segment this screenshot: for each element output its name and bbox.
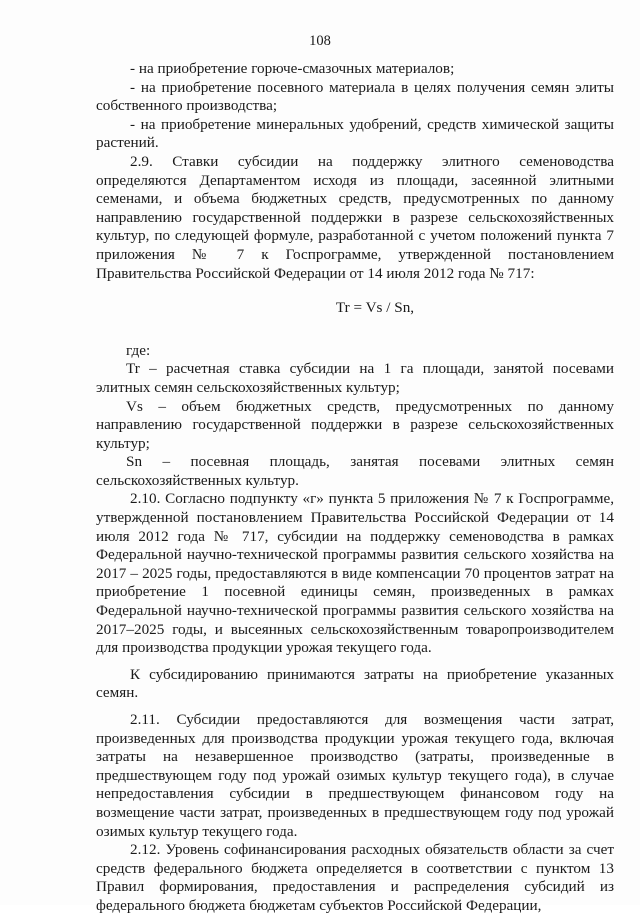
definition-sn: Sn – посевная площадь, занятая посевами элитных семян сельскохозяйственных культур. <box>96 453 614 489</box>
paragraph-2-10: 2.10. Согласно подпункту «г» пункта 5 приложения № 7 к Госпрограмме, утвержденной постановлением Правительства Российской Федерации от 14 июля 2012 года № 717, субсидии на поддержку семеноводства в рамках Федеральной научно-технической программы развития сельского хозяйства на 2017 – 2025 годы, предоставляются в виде компенсации 70 процентов затрат на приобретение 1 посевной единицы семян, произведенных в рамках Федеральной научно-технической программы развития сельского хозяйства на 2017–2025 годы, и высеянных сельскохозяйственным товаропроизводителем для производства продукции урожая текущего года. <box>96 490 614 657</box>
paragraph-2-9: 2.9. Ставки субсидии на поддержку элитного семеноводства определяются Департаментом исходя из площади, засеянной элитными семенами, и объема бюджетных средств, предусмотренных по данному направлению государственной поддержки в разрезе сельскохозяйственных культур, по следующей формуле, разработанной с учетом положений пункта 7 приложения № 7 к Госпрограмме, утвержденной постановлением Правительства Российской Федерации от 14 июля 2012 года № 717: <box>96 152 614 282</box>
list-item-seed-material: - на приобретение посевного материала в целях получения семян элиты собственного производства; <box>96 78 614 115</box>
paragraph-2-12: 2.12. Уровень софинансирования расходных обязательств области за счет средств федерального бюджета определяется в соответствии с пунктом 13 Правил формирования, предоставления и распределения субсидий из федерального бюджета бюджетам субъектов Российской Федерации, <box>96 841 614 914</box>
paragraph-2-11: 2.11. Субсидии предоставляются для возмещения части затрат, произведенных для производства продукции урожая текущего года, включая затраты на незавершенное производство (затраты, произведенные в предшествующем году под урожай озимых культур текущего года), в случае непредоставления субсидии в предшествующем финансовом году на возмещение части затрат, произведенных в предшествующем году под урожай озимых культур текущего года. <box>96 711 614 840</box>
formula: Tr = Vs / Sn, <box>335 299 415 317</box>
where-label: где: <box>126 341 151 359</box>
paragraph-subsidy-costs: К субсидированию принимаются затраты на приобретение указанных семян. <box>96 665 614 702</box>
page-number: 108 <box>309 33 331 49</box>
list-item-fuel: - на приобретение горюче-смазочных материалов; <box>130 60 455 77</box>
definition-vs: Vs – объем бюджетных средств, предусмотренных по данному направлению государственной поддержки в разрезе сельскохозяйственных культур; <box>96 397 614 452</box>
document-body <box>96 60 614 916</box>
definition-tr: Tr – расчетная ставка субсидии на 1 га площади, занятой посевами элитных семян сельскохозяйственных культур; <box>96 360 614 396</box>
list-item-fertilizers: - на приобретение минеральных удобрений, средств химической защиты растений. <box>96 115 614 152</box>
